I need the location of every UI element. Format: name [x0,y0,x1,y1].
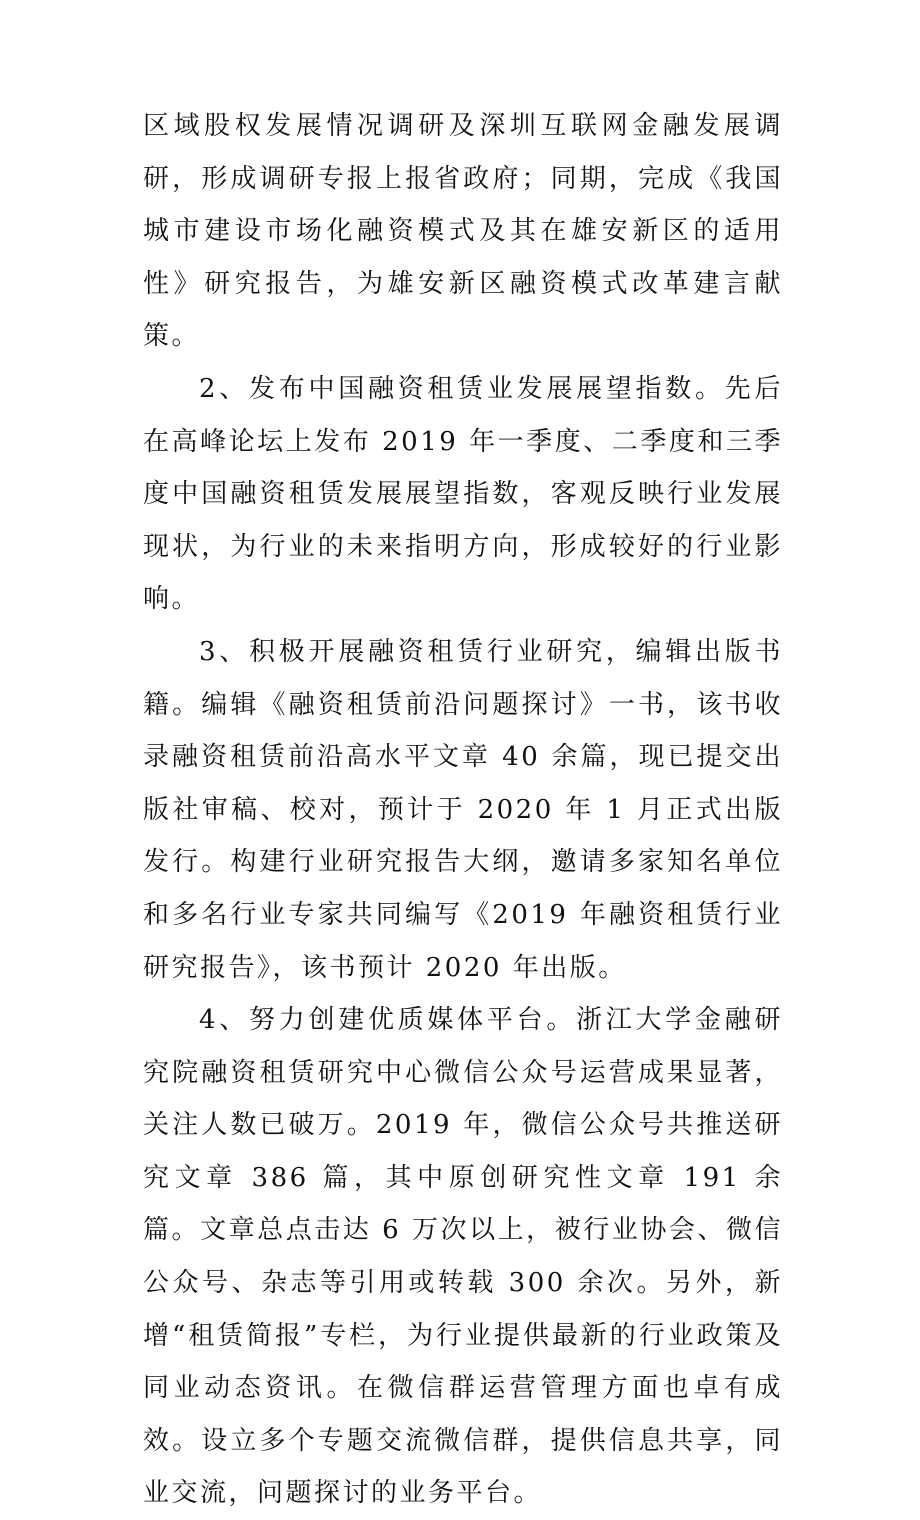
document-body [143,100,783,1520]
paragraph-2: 2、发布中国融资租赁业发展展望指数。先后在高峰论坛上发布 2019 年一季度、二季度和三季度中国融资租赁发展展望指数，客观反映行业发展现状，为行业的未来指明方向，形成较好的行业影响。 [143,373,783,615]
paragraph-4: 4、努力创建优质媒体平台。浙江大学金融研究院融资租赁研究中心微信公众号运营成果显著，关注人数已破万。2019 年，微信公众号共推送研究文章 386 篇，其中原创研究性文章 191 余篇。文章总点击达 6 万次以上，被行业协会、微信公众号、杂志等引用或转载 300 余次。另外，新增“租赁简报”专栏，为行业提供最新的行业政策及同业动态资讯。在微信群运营管理方面也卓有成效。设立多个专题交流微信群，提供信息共享，同业交流，问题探讨的业务平台。 [143,1005,783,1509]
paragraph-3: 3、积极开展融资租赁行业研究，编辑出版书籍。编辑《融资租赁前沿问题探讨》一书，该书收录融资租赁前沿高水平文章 40 余篇，现已提交出版社审稿、校对，预计于 2020 年 1 月正式出版发行。构建行业研究报告大纲，邀请多家知名单位和多名行业专家共同编写《2019 年融资租赁行业研究报告》，该书预计 2020 年出版。 [143,636,783,983]
paragraph-1: 区域股权发展情况调研及深圳互联网金融发展调研，形成调研专报上报省政府；同期，完成《我国城市建设市场化融资模式及其在雄安新区的适用性》研究报告，为雄安新区融资模式改革建言献策。 [143,111,783,352]
